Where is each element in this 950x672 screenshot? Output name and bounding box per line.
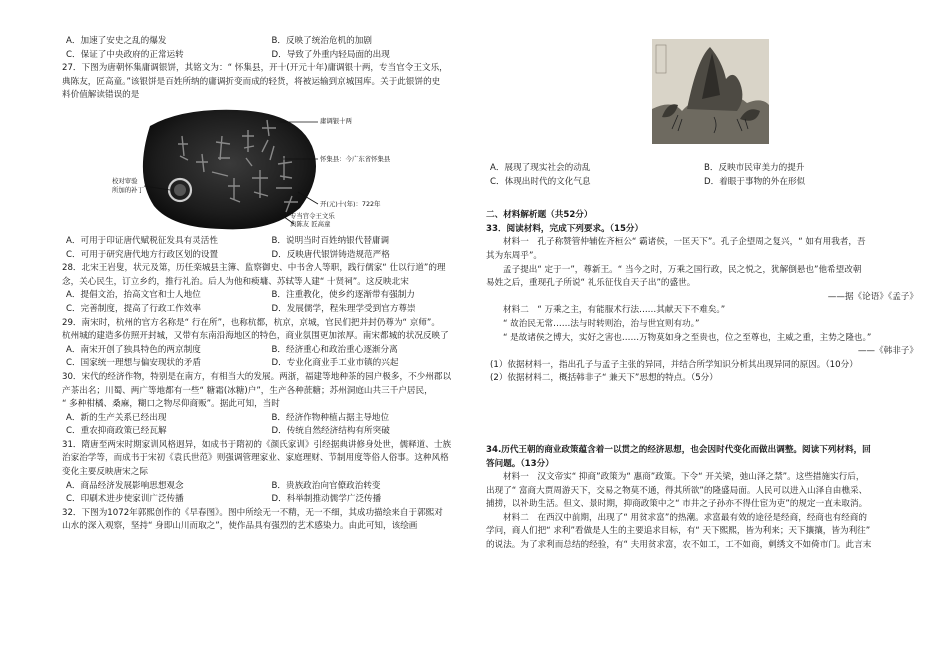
q32-option-c[interactable]: C．体现出时代的文化气息 bbox=[490, 176, 591, 187]
q28-option-c[interactable]: C．完善制度，提高了行政工作效率 bbox=[66, 303, 201, 314]
answer-space bbox=[486, 386, 918, 444]
painting-figure bbox=[486, 35, 918, 162]
left-column bbox=[62, 35, 477, 534]
q26-option-a[interactable]: A．加速了安史之乱的爆发 bbox=[66, 36, 167, 46]
q29-stem: 29．南宋时，杭州的官方名称是“ 行在所”，也称杭都，杭京，京城，官民们把并封仍尊为“ 京师”。 杭州城的建造多仿照开封城，又带有东南沿海地区的特色，商业氛围更加浓厚。南宋都城的状况反映了 bbox=[62, 317, 449, 342]
q31-option-c[interactable]: C．印刷术进步使家训广泛传播 bbox=[66, 494, 184, 505]
q29-option-a[interactable]: A．南宋开创了独具特色的两京制度 bbox=[66, 344, 201, 355]
silver-cake-figure bbox=[62, 106, 477, 231]
annotation-patch-2: 所加的补丁 bbox=[112, 185, 144, 194]
q26-option-c[interactable]: C．保证了中央政府的正常运转 bbox=[66, 49, 184, 60]
q26-option-b[interactable]: B．反映了统治危机的加剧 bbox=[271, 36, 372, 46]
q28-options-row-1 bbox=[62, 289, 477, 303]
section-2-heading: 二、材料解析题（共52分） bbox=[486, 210, 593, 221]
q27-option-d[interactable]: D．反映唐代银饼铸造规范严格 bbox=[271, 249, 390, 260]
annotation-patch-1: 校对审验 bbox=[112, 176, 138, 185]
annotation-official-1: 专当官令王文乐 bbox=[290, 211, 335, 220]
q30-option-d[interactable]: D．传统自然经济结构有所突破 bbox=[271, 426, 390, 437]
q31-option-b[interactable]: B．贵族政治向官僚政治转变 bbox=[271, 480, 381, 491]
silver-cake-image bbox=[62, 106, 477, 231]
q30-option-b[interactable]: B．经济作物种植占据主导地位 bbox=[271, 412, 390, 423]
q28-options-row-2 bbox=[62, 303, 477, 317]
annotation-official-2: 典陈友 匠高童 bbox=[290, 219, 331, 228]
q30-stem: 30．宋代的经济作物，特别是在南方，有相当大的发展。两浙，福建等地种茶的园户极多，不少州郡以 产茶出名；川蜀、两广等地都有一些“ 糖霜(冰糖)户”，生产各种蔗糖；苏州洞庭山共三千户居民， “ 多种柑橘、桑麻，糊口之物尽仰商贩”。据此可知，当时 bbox=[62, 371, 452, 410]
q30-options-row-1 bbox=[62, 412, 477, 426]
q29-option-d[interactable]: D．专业化商业手工业市镇的兴起 bbox=[271, 358, 399, 369]
q28-stem: 28．北宋王岩叟，状元及第，历任栾城县主簿、监察御史、中书舍人等职，践行儒家“ 仕以行道”的理 念，关心民生，订立乡约，推行礼治。后人为他和瘐墉、苏轼等人建“ 十贤祠”。这反映北宋 bbox=[62, 263, 446, 287]
annotation-county: 怀集县：今广东省怀集县 bbox=[320, 154, 391, 163]
q26-option-d[interactable]: D．导致了外重内轻局面的出现 bbox=[271, 49, 390, 60]
q33-material-1: 材料一 孔子称赞管仲辅佐齐桓公“ 霸诸侯，一匡天下”。孔子企望周之复兴，“ 如有用我者，吾 其为东周乎”。 孟子提出“ 定于一”，尊新王。“ 当今之时，万乘之国行政，民之悦之，犹解倒悬也”他希望改朝 易姓之后，重现孔子所说“ 礼乐征伐自天子出”的盛世。 bbox=[486, 237, 866, 289]
q27-option-c[interactable]: C．可用于研究唐代地方行政区划的设置 bbox=[66, 249, 219, 260]
q33-material-2: 材料二 “ 万乘之主，有能服术行法……其献天下不难矣。” “ 故治民无常……法与时转则治，治与世宜则有功。” “ 是故诸侯之博大，实好之害也……万物莫如身之至贵也，位之至尊也，主威之重，主势之隆也。” bbox=[503, 305, 872, 343]
q32-options-row-1 bbox=[486, 162, 918, 176]
q28-option-d[interactable]: D．发展儒学，程朱理学受到官方尊崇 bbox=[271, 303, 416, 314]
q26-options-row-2 bbox=[62, 49, 477, 63]
q33-questions: (1）依据材料一，指出孔子与孟子主张的异同，并结合所学知识分析其出现异同的原因。（10分） (2）依据材料二，概括韩非子“ 兼天下”思想的特点。（5分） bbox=[490, 359, 858, 384]
q34-title: 34.历代王朝的商业政策蕴含着一以贯之的经济思想，也会因时代变化而做出调整。阅读下列材料，回 答问题。（13分） bbox=[486, 444, 871, 469]
q33-material-2-citation: ——《韩非子》 bbox=[857, 346, 918, 357]
q32-options-row-2 bbox=[486, 176, 918, 190]
right-column bbox=[486, 35, 918, 553]
q30-option-c[interactable]: C．重农抑商政策已经瓦解 bbox=[66, 426, 167, 437]
q27-stem: 27．下图为唐朝怀集庸调银饼，其铭文为：“ 怀集县，开十(开元十年)庸调银十两，专当官令王文乐， 典陈友，匠高童。”该银饼是百姓所纳的庸调折变而成的轻货，将被运输到京城国库。关于此银饼的史 料价值解读错误的是 bbox=[62, 63, 448, 101]
q27-option-a[interactable]: A．可用于印证唐代赋税征发具有灵活性 bbox=[66, 235, 218, 246]
q33-title: 33．阅读材料，完成下列要求。（15分） bbox=[486, 223, 644, 234]
q32-stem: 32．下图为1072年郭熙创作的《早春图》。图中所绘无一不精，无一不细，其成功描绘来自于郭熙对 山水的深入观察，坚持“ 身即山川而取之”，使作品具有强烈的艺术感染力。由此可知，该绘画 bbox=[62, 507, 443, 532]
q29-options-row-2 bbox=[62, 357, 477, 371]
q31-option-a[interactable]: A．商品经济发展影响思想观念 bbox=[66, 480, 184, 491]
q30-options-row-2 bbox=[62, 425, 477, 439]
q30-option-a[interactable]: A．新的生产关系已经出现 bbox=[66, 412, 167, 423]
q31-options-row-1 bbox=[62, 480, 477, 494]
q34-material-1: 材料一 汉文帝实“ 抑商”政策为“ 惠商”政策。下令“ 开关梁，弛山泽之禁”。这些措施实行后， 出现了“ 富商大贾周游天下，交易之物莫不通，得其所欲”的隆盛局面。人民可以进入山泽自由樵采、 捕捞，以补助生活。但文、景时期，抑商政策中之“ 市井之子孙亦不得仕宦为吏”的规定一直未取消。 bbox=[486, 472, 868, 510]
annotation-tax-silver: 庸调银十两 bbox=[320, 116, 352, 125]
q31-stem: 31．隋唐至两宋时期家训风格迥异，如成书于隋初的《颜氏家训》引经据典讲修身处世，儒释道、士族 治家治学等，而成书于宋初《袁氏世范》则强调管理家业、家庭理财、节制用度等俗人俗事。这种风格 变化主要反映唐宋之际 bbox=[62, 439, 452, 478]
q31-option-d[interactable]: D．科举制推动儒学广泛传播 bbox=[271, 494, 382, 505]
q28-option-a[interactable]: A．提倡文治，抬高文官和士人地位 bbox=[66, 290, 201, 301]
q29-options-row-1 bbox=[62, 344, 477, 358]
q32-option-a[interactable]: A．展现了现实社会的动乱 bbox=[490, 163, 591, 173]
q29-option-c[interactable]: C．国家统一理想与偏安现状的矛盾 bbox=[66, 358, 201, 369]
q31-options-row-2 bbox=[62, 493, 477, 507]
q34-material-2: 材料二 在西汉中前期，出现了“ 用贫求富”的热潮。求富最有效的途径是经商，经商也有经商的 学问，商人们把“ 求利”看做是人生的主要追求目标，有“ 天下熙熙，皆为利来；天下攘攘，皆为利往” 的说法。为了求利而总结的经验，有“ 夫用贫求富，农不如工，工不如商，刺绣文不如倚市门。此言末 bbox=[486, 512, 872, 551]
early-spring-painting-image bbox=[652, 39, 769, 144]
q27-options-row-2 bbox=[62, 249, 477, 263]
annotation-year: 开(元)十(年)：722年 bbox=[320, 199, 381, 208]
q26-options-row-1 bbox=[62, 35, 477, 49]
q27-option-b[interactable]: B．说明当时百姓纳银代替庸调 bbox=[271, 235, 390, 246]
q32-option-d[interactable]: D．着眼于事物的外在形似 bbox=[704, 176, 806, 187]
q28-option-b[interactable]: B．注重教化，使乡约逐渐带有强制力 bbox=[271, 290, 415, 301]
q27-options-row-1 bbox=[62, 235, 477, 249]
q29-option-b[interactable]: B．经济重心和政治重心逐渐分离 bbox=[271, 344, 398, 355]
q33-material-1-citation: ——据《论语》《孟子》 bbox=[827, 291, 918, 302]
q32-option-b[interactable]: B．反映市民审美力的提升 bbox=[704, 163, 805, 173]
